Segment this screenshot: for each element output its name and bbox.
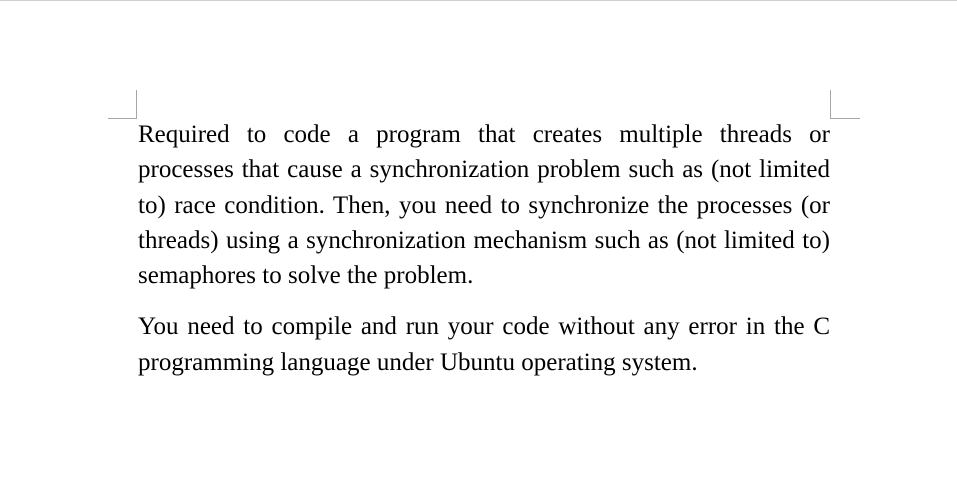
paragraph-compile-instructions[interactable]: You need to compile and run your code without any error in the C programming language under Ubuntu operating system.	[138, 313, 830, 376]
paragraph-requirement[interactable]: Required to code a program that creates multiple threads or processes that cause a synchronization problem such as (not limited to) race condition. Then, you need to synchronize the processes (or threads) using a synchronization mechanism such as (not limited to) semaphores to solve the problem.	[138, 121, 830, 290]
top-left-margin-mark	[108, 90, 137, 119]
page-top-border	[0, 0, 957, 1]
document-body[interactable]	[138, 117, 830, 380]
top-right-margin-mark	[830, 90, 860, 119]
